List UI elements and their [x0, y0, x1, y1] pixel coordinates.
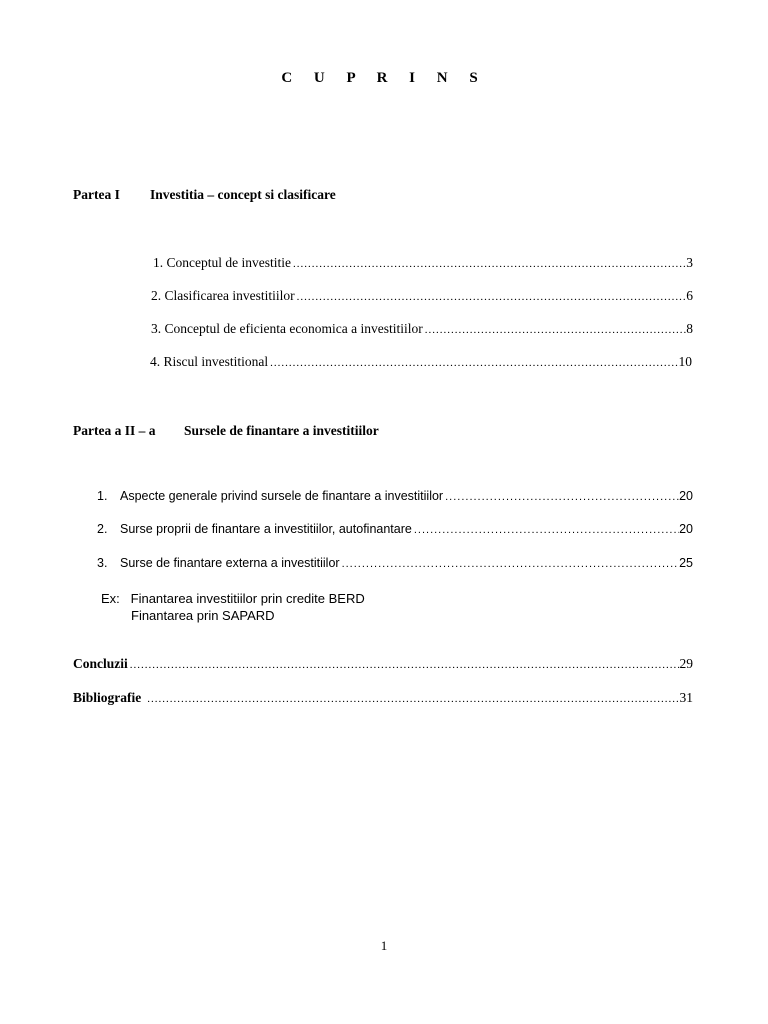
- toc-entry-text: Conceptul de investitie: [166, 255, 291, 270]
- part2-heading: [73, 423, 673, 443]
- toc-entry-number: 2.: [97, 522, 108, 536]
- toc-page-number: 29: [679, 656, 693, 671]
- part1-label: Partea I: [73, 187, 120, 202]
- toc-entry-text: Riscul investitional: [163, 354, 269, 369]
- toc-entry-text: Conceptul de eficienta economica a investitiilor: [164, 321, 423, 336]
- toc-page-number: 20: [679, 522, 693, 536]
- toc-entry-part1-3[interactable]: [151, 321, 693, 339]
- leader-dots: [293, 258, 686, 270]
- part2-title: Sursele de finantare a investitiilor: [184, 423, 379, 438]
- toc-entry-concluzii[interactable]: [73, 656, 693, 674]
- toc-page-number: 6: [686, 288, 693, 303]
- toc-entry-part2-1[interactable]: [97, 489, 693, 507]
- page-number: 1: [380, 938, 388, 953]
- toc-page-number: 3: [686, 255, 693, 270]
- toc-entry-part2-3[interactable]: [97, 556, 693, 574]
- example-line-2: Finantarea prin SAPARD: [131, 608, 275, 623]
- toc-entry-part1-1[interactable]: [153, 255, 693, 273]
- toc-entry-text: Concluzii: [73, 656, 128, 671]
- toc-entry-part1-4[interactable]: [150, 354, 692, 372]
- toc-entry-number: 2.: [151, 288, 162, 303]
- toc-entry-number: 4.: [150, 354, 161, 369]
- toc-entry-part1-2[interactable]: [151, 288, 693, 306]
- toc-entry-number: 1.: [97, 489, 108, 503]
- toc-page-number: 20: [679, 489, 693, 503]
- toc-entry-part2-2[interactable]: [97, 522, 693, 540]
- toc-entry-number: 3.: [151, 321, 162, 336]
- part1-heading: [73, 187, 673, 207]
- toc-page-number: 31: [679, 690, 693, 705]
- leader-dots: [414, 524, 679, 536]
- leader-dots: [425, 324, 686, 336]
- toc-page-number: 10: [678, 354, 692, 369]
- toc-entry-text: Surse proprii de finantare a investitiilor, autofinantare: [120, 522, 412, 536]
- example-line-1: Finantarea investitiilor prin credite BERD: [130, 591, 365, 606]
- toc-page-number: 25: [679, 556, 693, 570]
- leader-dots: [147, 693, 679, 705]
- toc-entry-text: Bibliografie: [73, 690, 142, 705]
- toc-entry-number: 1.: [153, 255, 164, 270]
- example-prefix: Ex:: [101, 591, 120, 606]
- toc-entry-number: 3.: [97, 556, 108, 570]
- toc-entry-text: Clasificarea investitiilor: [164, 288, 295, 303]
- toc-entry-text: Aspecte generale privind sursele de finantare a investitiilor: [120, 489, 444, 503]
- leader-dots: [445, 491, 679, 503]
- leader-dots: [297, 291, 687, 303]
- leader-dots: [130, 659, 680, 671]
- toc-entry-text: Surse de finantare externa a investitiilor: [120, 556, 340, 570]
- part2-label: Partea a II – a: [73, 423, 156, 438]
- part1-title: Investitia – concept si clasificare: [150, 187, 336, 202]
- toc-entry-bibliografie[interactable]: [73, 690, 693, 708]
- leader-dots: [270, 357, 678, 369]
- leader-dots: [342, 558, 680, 570]
- page-title: C U P R I N S: [281, 70, 487, 86]
- toc-page-number: 8: [686, 321, 693, 336]
- example-block: [101, 590, 365, 624]
